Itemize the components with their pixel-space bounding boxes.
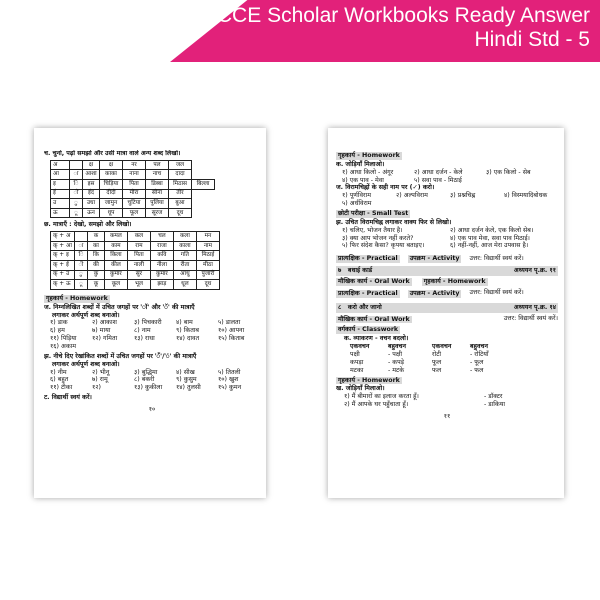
table-cell: रीता xyxy=(173,261,196,271)
table-cell: दूध xyxy=(169,208,192,218)
word-cell: - रोटियाँ xyxy=(470,351,489,359)
match-left: २) मैं आपके घर पहुँचाता हूँ। xyxy=(344,401,409,409)
table-cell: दादा xyxy=(169,170,192,180)
list-item: १५) किताब xyxy=(218,335,245,343)
word-cell: मटका xyxy=(350,366,364,374)
list-item: २) अल्पविराम xyxy=(396,192,428,200)
list-item: ५) सवा पाव - मिठाई xyxy=(414,176,462,184)
table-cell: ा xyxy=(70,170,83,180)
word-table-header xyxy=(336,343,558,351)
left-page xyxy=(44,150,260,495)
table-cell: क् + ऊ xyxy=(51,280,75,290)
list-item: २) आधा दर्जन केले, एक किलो सेब। xyxy=(450,226,534,234)
list-item: ९) कुसुम xyxy=(176,376,197,384)
section-7-title: बधाई कार्ड xyxy=(347,267,373,275)
table-cell: पिता xyxy=(127,251,150,261)
table-cell: गति xyxy=(173,251,196,261)
table-cell: कुमार xyxy=(104,270,127,280)
table-cell: फूल xyxy=(123,208,146,218)
list-item: ५) अर्धविराम xyxy=(342,200,372,208)
ja-heading: ज. निम्नलिखित शब्दों में उचित जगहों पर 'ॉ' और 'ॅ' की मात्राएँ xyxy=(44,303,195,311)
table-cell: कल xyxy=(127,232,150,242)
table-cell: कि xyxy=(87,251,104,261)
small-test-label: छोटी परीक्षा - Small Test xyxy=(338,210,409,218)
banner-title-line2: Hindi Std - 5 xyxy=(474,28,590,51)
practical-label: प्रात्यक्षिक - Practical xyxy=(338,289,398,297)
ja-list xyxy=(336,192,558,208)
list-item: १०) खुश xyxy=(218,376,239,384)
table-row xyxy=(51,251,220,261)
table-cell: ु xyxy=(74,270,87,280)
word-cell: - कपड़े xyxy=(388,358,405,366)
table-cell: कुमार xyxy=(150,270,173,280)
homework-label: गृहकार्य - Homework xyxy=(338,376,400,384)
table-cell: मीठा xyxy=(196,261,219,271)
oral-row-2 xyxy=(336,314,558,325)
table-cell: धूल xyxy=(173,280,196,290)
table-cell: पुलिया xyxy=(146,199,169,209)
word-cell: - मटके xyxy=(388,366,405,374)
table-cell: झाड़ xyxy=(150,280,173,290)
homework-label: गृहकार्य - Homework xyxy=(338,152,400,159)
table-cell: क्ष xyxy=(100,160,123,170)
section-8-title: करो और जानो xyxy=(347,303,382,311)
table-cell: बुआ xyxy=(169,199,192,209)
answer-text: उत्तर: विद्यार्थी स्वयं करें। xyxy=(503,315,558,323)
left-page-number: १० xyxy=(148,406,156,414)
ja-heading: ज. विरामचिह्नों के सही नाम पर (✓) करो। xyxy=(336,184,435,192)
word-header-cell: एकवचन xyxy=(350,343,370,351)
match-right: - डाकिया xyxy=(484,401,506,409)
word-header-cell: एकवचन xyxy=(432,343,452,351)
table-cell: कु xyxy=(87,270,104,280)
banner-title xyxy=(217,4,590,52)
list-item: १६) अकाम xyxy=(50,343,77,350)
table-cell: दीदी xyxy=(100,189,123,199)
table-cell: किला xyxy=(104,251,127,261)
list-item: १३) राधा xyxy=(134,335,155,343)
table-cell: काम xyxy=(104,241,127,251)
list-item: ३) पिचकारी xyxy=(134,319,162,327)
table-row xyxy=(51,208,215,218)
table-row xyxy=(51,241,220,251)
table-cell: ि xyxy=(74,251,87,261)
table-cell: तीर xyxy=(169,189,192,199)
kha-list xyxy=(336,393,558,409)
table-row xyxy=(51,180,215,190)
table-cell: नाली xyxy=(127,261,150,271)
word-cell: फल xyxy=(432,366,442,374)
classwork-label: वर्गकार्य - Classwork xyxy=(338,326,399,334)
table-cell: क् + आ xyxy=(51,241,75,251)
vowel-table xyxy=(50,160,215,219)
word-cell: - फल xyxy=(470,366,484,374)
list-item: १) चलिए, भोजन तैयार है। xyxy=(342,226,403,234)
table-row xyxy=(51,199,215,209)
table-cell: सूरज xyxy=(146,208,169,218)
table-cell: कील xyxy=(104,261,127,271)
list-item: १) डाक xyxy=(50,319,68,327)
word-cell: - फूल xyxy=(470,358,484,366)
section-7-number: ७ xyxy=(338,267,342,275)
table-cell: पिता xyxy=(123,180,146,190)
list-item: २) भीनू xyxy=(92,368,110,376)
list-item: १५) कुमन xyxy=(218,384,242,392)
table-cell: नाना xyxy=(123,170,146,180)
table-cell: पल xyxy=(146,160,169,170)
word-cell: फूल xyxy=(432,358,442,366)
table-cell: उधा xyxy=(83,199,100,209)
table-cell: नीला xyxy=(150,261,173,271)
table-cell: उ xyxy=(51,199,70,209)
practical-row-1 xyxy=(336,253,558,264)
table-cell: ु xyxy=(70,199,83,209)
section-8-ref: अध्ययन पृ.क्र. १४ xyxy=(513,303,556,311)
table-row xyxy=(51,232,220,242)
table-cell xyxy=(70,160,83,170)
jha-sub: लगाकर अर्थपूर्ण शब्द बनाओ। xyxy=(52,360,120,368)
list-item: १२) xyxy=(92,384,102,392)
table-row xyxy=(51,170,215,180)
table-cell: इस xyxy=(83,180,100,190)
list-item: १२) गमिता xyxy=(92,335,118,343)
table-cell: आधु xyxy=(173,270,196,280)
table-cell: काका xyxy=(100,170,123,180)
table-cell: पुजारी xyxy=(196,270,219,280)
word-table xyxy=(336,351,558,375)
list-item: १) आधा किलो - अंगूर xyxy=(342,168,394,176)
table-cell: धूप xyxy=(100,208,123,218)
list-item: ३) प्रश्नचिह्न xyxy=(450,192,476,200)
list-item: ६) नहीं-नहीं, आज मेरा उपवास है। xyxy=(450,242,529,250)
table-row xyxy=(51,270,220,280)
table-cell: काला xyxy=(173,241,196,251)
list-item: १४) तुलसी xyxy=(176,384,201,392)
table-row xyxy=(51,261,220,271)
match-row xyxy=(336,401,558,409)
oral-work-label: मौखिक कार्य - Oral Work xyxy=(338,315,410,323)
right-page xyxy=(336,150,558,495)
table-cell: की xyxy=(87,261,104,271)
list-item: ३) एक किलो - सेब xyxy=(486,168,531,176)
table-cell: मिठास xyxy=(169,180,192,190)
table-cell: ी xyxy=(70,189,83,199)
table-cell: कूल xyxy=(104,280,127,290)
table-cell: इ xyxy=(51,180,70,190)
table-cell: सुर xyxy=(127,270,150,280)
list-item: ८) बकरी xyxy=(134,376,155,384)
table-cell: राजा xyxy=(150,241,173,251)
word-header-cell: बहुवचन xyxy=(470,343,488,351)
table-cell: कवि xyxy=(150,251,173,261)
section-8-number: ८ xyxy=(338,303,342,311)
table-cell: मीरा xyxy=(123,189,146,199)
list-item: ५) फिर संदेश कैसा? कृपया बताइए। xyxy=(342,242,425,250)
kha-heading: ख. जोड़ियाँ मिलाओ। xyxy=(336,385,385,393)
table-cell: नाच xyxy=(146,170,169,180)
list-item: १) नीम xyxy=(50,368,67,376)
list-item: ४) विस्मयादिबोधक xyxy=(504,192,548,200)
ta-line: ट. विद्यार्थी स्वयं करें। xyxy=(44,394,92,402)
list-item: १४) दावत xyxy=(176,335,200,343)
table-cell: चुटिया xyxy=(123,199,146,209)
table-row xyxy=(51,189,215,199)
activity-label: उपक्रम - Activity xyxy=(409,289,460,297)
table-cell: बिल्ला xyxy=(192,180,215,190)
table-cell: ू xyxy=(70,208,83,218)
list-item: ११) पिड़िया xyxy=(50,335,77,343)
list-item: २) आधा दर्जन - केले xyxy=(414,168,463,176)
list-item: ७) रामू xyxy=(92,376,108,384)
table-cell: राम xyxy=(127,241,150,251)
section-8-bar xyxy=(336,303,558,313)
table-cell: क xyxy=(87,232,104,242)
match-right: - डॉक्टर xyxy=(484,393,503,401)
table-cell: ई xyxy=(51,189,70,199)
ka2-heading: क. व्याकरण - वचन बदलो। xyxy=(344,335,409,343)
list-item: ५) तितली xyxy=(218,368,241,376)
table-cell: क् + ई xyxy=(51,261,75,271)
table-cell: जामुन xyxy=(100,199,123,209)
right-page-number: ११ xyxy=(443,413,451,421)
jha-word-list xyxy=(44,369,260,393)
table-cell: आशा xyxy=(83,170,100,180)
word-cell: रोटी xyxy=(432,351,442,359)
homework-label: गृहकार्य - Homework xyxy=(46,294,108,302)
ja-word-list xyxy=(44,319,260,350)
matra-table xyxy=(50,231,220,290)
ka-list xyxy=(336,169,558,185)
match-left: १) मैं बीमारों का इलाज करता हूँ। xyxy=(344,393,419,401)
list-item: ३) क्या आप भोजन नहीं करते? xyxy=(342,234,414,242)
table-cell: ा xyxy=(74,241,87,251)
answer-text: उत्तर: विद्यार्थी स्वयं करें। xyxy=(469,289,524,297)
oral-work-label: मौखिक कार्य - Oral Work xyxy=(338,278,410,286)
table-cell: चल xyxy=(150,232,173,242)
word-cell: - पक्षी xyxy=(388,351,402,359)
table-cell: कू xyxy=(87,280,104,290)
word-cell: पक्षी xyxy=(350,351,360,359)
list-item: ७) माया xyxy=(92,327,111,335)
answer-text: उत्तर: विद्यार्थी स्वयं करें। xyxy=(469,254,524,262)
ka-heading: क. जोड़ियाँ मिलाओ। xyxy=(336,160,385,168)
table-row xyxy=(51,280,220,290)
table-cell: आ xyxy=(51,170,70,180)
table-cell: अ xyxy=(51,160,70,170)
table-cell: क् + उ xyxy=(51,270,75,280)
table-cell: कमल xyxy=(104,232,127,242)
table-cell: कला xyxy=(173,232,196,242)
table-cell: ऊन xyxy=(83,208,100,218)
list-item: ६) हम xyxy=(50,327,65,335)
section-7-ref: अध्ययन पृ.क्र. ११ xyxy=(513,267,556,275)
table-cell: मिठाई xyxy=(196,251,219,261)
table-cell: ऊ xyxy=(51,208,70,218)
list-item: ११) टीका xyxy=(50,384,73,392)
table-cell: चिड़िया xyxy=(100,180,123,190)
table-row xyxy=(51,160,215,170)
table-cell: ी xyxy=(74,261,87,271)
list-item: ४) एक पाव मेवा, सवा पाव मिठाई। xyxy=(450,234,530,242)
list-item: ८) नाम xyxy=(134,327,151,335)
table-cell: जल xyxy=(169,160,192,170)
list-item: ३) बुद्धिमा xyxy=(134,368,158,376)
list-item: ९) किताब xyxy=(176,327,200,335)
table-cell: ईद xyxy=(83,189,100,199)
section-7-bar xyxy=(336,266,558,276)
list-item: २) आकाश xyxy=(92,319,117,327)
table-cell: क् + अ xyxy=(51,232,75,242)
header-banner xyxy=(0,0,600,62)
table-cell: ू xyxy=(74,280,87,290)
list-item: ४) सीख xyxy=(176,368,195,376)
table-cell xyxy=(74,232,87,242)
table-cell: डिब्बा xyxy=(146,180,169,190)
list-item: १०) आपना xyxy=(218,327,245,335)
ch-heading: च. चुनो, पढ़ो समझो और उसी मात्रा वाले अन्य शब्द लिखो। xyxy=(44,150,181,157)
table-cell: नाम xyxy=(196,241,219,251)
jha-heading: झ. उचित विरामचिह्न लगाकर वाक्य फिर से लिखो। xyxy=(336,218,452,226)
list-item: १३) कुकीला xyxy=(134,384,163,392)
table-cell: मन xyxy=(196,232,219,242)
table-cell: भूल xyxy=(127,280,150,290)
word-header-cell: बहुवचन xyxy=(388,343,406,351)
table-cell: क्ष xyxy=(83,160,100,170)
chh-heading: छ. मात्राएँ : देखो, समझो और लिखो। xyxy=(44,221,132,229)
table-cell: का xyxy=(87,241,104,251)
banner-title-line1: CCE Scholar Workbooks Ready Answer xyxy=(216,4,590,27)
jha-list xyxy=(336,227,558,251)
list-item: १) पूर्णविराम xyxy=(342,192,371,200)
table-cell: ि xyxy=(70,180,83,190)
list-item: ६) बहुत xyxy=(50,376,69,384)
list-item: ४) बाम xyxy=(176,319,193,327)
practical-row-2 xyxy=(336,288,558,299)
table-cell: दूध xyxy=(196,280,219,290)
ja-sub: लगाकर अर्थपूर्ण शब्द बनाओ। xyxy=(52,311,120,319)
activity-label: उपक्रम - Activity xyxy=(409,255,460,263)
table-cell: क् + इ xyxy=(51,251,75,261)
list-item: ४) एक पाव - मेवा xyxy=(342,176,384,184)
oral-homework-row xyxy=(336,278,558,286)
practical-label: प्रात्यक्षिक - Practical xyxy=(338,255,398,263)
homework-label: गृहकार्य - Homework xyxy=(423,278,486,286)
jha-heading: झ. नीचे दिए रेखांकित शब्दों में उचित जगहों पर 'ँ'/'ं' की मात्राएँ xyxy=(44,352,197,360)
list-item: ५) डालता xyxy=(218,319,241,327)
table-cell: सीना xyxy=(146,189,169,199)
word-cell: कपड़ा xyxy=(350,358,364,366)
table-cell: नर xyxy=(123,160,146,170)
